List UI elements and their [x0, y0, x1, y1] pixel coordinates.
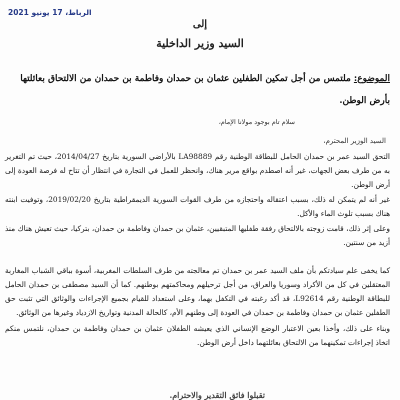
salutation: سلام تام بوجود مولانا الإمام، — [218, 118, 295, 126]
body-paragraph: وبناء على ذلك، وأخذا بعين الاعتبار الوضع الإنساني الذي يعيشه الطفلان عثمان بن حمدان وفاطمة بن حمدان، نلتمس منكم اتخاذ إجراءات تمكينهما من الالتحاق بعائلتهما داخل أرض الوطن. — [5, 324, 390, 347]
body-paragraph: كما يخفى علم سيادتكم بأن ملف السيد عمر بن حمدان تم معالجته من طرف السلطات المغربية، أسوة بباقي الشباب المغاربة المعتقلين في كل من الأكراد وسوريا والعراق، من أجل ترحيلهم ومحاكمتهم بوطنهم. كما أن السيد مصطفى بن حمدان الحامل للبطاقة الوطنية رقم L92614، قد أكد رغبته في التكفل بهما، وعلى استعداد للقيام بجميع الإجراءات والوثائق التي تثبت حق الطفلين عثمان بن حمدان وفاطمة بن حمدان في العودة إلى وطنهم الأم، كالحالة المدنية وتواريخ الازدياد وغيرها من الوثائق. — [5, 266, 390, 317]
letter-date: الرباط، 17 يونيو 2021 — [8, 8, 92, 17]
subject-line — [8, 68, 390, 112]
greeting: السيد الوزير المحترم، — [323, 137, 386, 145]
body-paragraph: غير أنه لم يتمكن له ذلك، بسبب اعتقاله واحتجازه من طرف القوات السورية الديمقراطية بتاريخ 2019/02/20، وتوفيت ابنته هناك بسبب تلوث الماء والأكل. — [5, 195, 390, 218]
body-paragraph: وعلى إثر ذلك، قامت زوجته بالالتحاق رفقة طفليها المتبقيين، عثمان بن حمدان وفاطمة بن حمدان، بتركيا، حيث تعيش هناك منذ أزيد من سنتين. — [5, 224, 390, 247]
recipient-title: السيد وزير الداخلية — [156, 37, 244, 50]
body-paragraph: التحق السيد عمر بن حمدان الحامل للبطاقة الوطنية رقم LA98889 بالأراضي السورية بتاريخ 2014/04/27، حيث تم التغرير به من طرف بعض الجهات، غير أنه اصطدم بواقع مرير هناك، وانحظر للعمل في التجارة في انتظار أن تتاح له فرصة العودة إلى أرض الوطن. — [5, 152, 390, 189]
closing-line: تقبلوا فائق التقدير والاحترام. — [169, 390, 265, 400]
recipient-prefix: إلى — [192, 19, 208, 30]
subject-label: الموضوع: — [353, 74, 390, 84]
subject-text: ملتمس من أجل تمكين الطفلين عثمان بن حمدان وفاطمة بن حمدان من الالتحاق بعائلتها بأرض الوطن. — [20, 74, 390, 106]
